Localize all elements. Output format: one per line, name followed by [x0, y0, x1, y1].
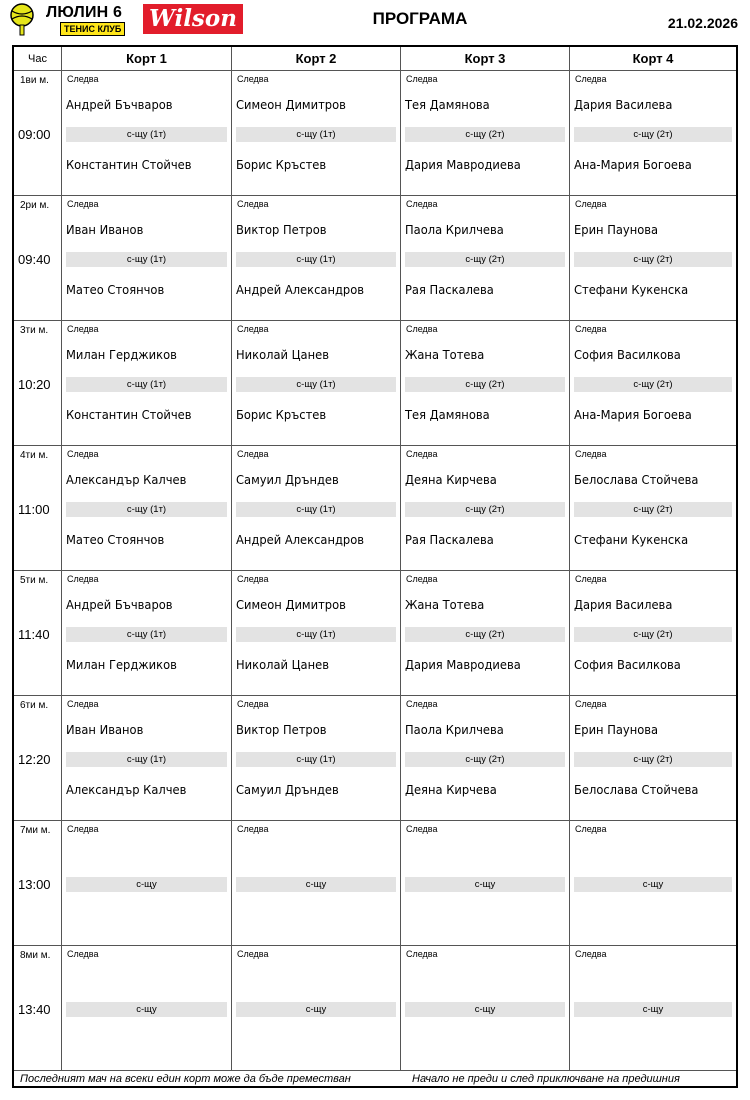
- versus-bar: с-щу (2т): [574, 252, 732, 267]
- player-two: Николай Цанев: [236, 657, 329, 672]
- versus-bar: с-щу: [236, 1002, 396, 1017]
- player-one: Виктор Петров: [236, 222, 327, 237]
- match-cell-court-3: [401, 196, 570, 320]
- match-cell-court-2: [232, 571, 401, 695]
- player-two: София Василкова: [574, 657, 681, 672]
- schedule-row: [14, 321, 736, 446]
- next-label: Следва: [406, 449, 438, 459]
- next-label: Следва: [575, 949, 607, 959]
- time-cell: [14, 946, 62, 1070]
- versus-bar: с-щу (1т): [236, 752, 396, 767]
- player-one: София Василкова: [574, 347, 681, 362]
- match-cell-court-4: [570, 71, 736, 195]
- player-one: Андрей Бъчваров: [66, 97, 173, 112]
- match-cell-court-3: [401, 446, 570, 570]
- next-label: Следва: [67, 699, 99, 709]
- versus-bar: с-щу (1т): [236, 127, 396, 142]
- versus-bar: с-щу (1т): [236, 252, 396, 267]
- versus-bar: с-щу (2т): [574, 377, 732, 392]
- column-header-court-1: Корт 1: [62, 47, 232, 71]
- next-label: Следва: [237, 574, 269, 584]
- match-cell-court-1: [62, 946, 232, 1070]
- match-cell-court-2: [232, 446, 401, 570]
- time-cell: [14, 821, 62, 945]
- player-two: Борис Кръстев: [236, 407, 327, 422]
- player-one: Ерин Паунова: [574, 722, 659, 737]
- match-time: 13:00: [18, 877, 51, 892]
- match-cell-court-2: [232, 696, 401, 820]
- schedule-row: [14, 946, 736, 1071]
- next-label: Следва: [237, 74, 269, 84]
- match-round: 3ти м.: [20, 325, 49, 336]
- schedule-date: 21.02.2026: [667, 15, 738, 31]
- next-label: Следва: [67, 74, 99, 84]
- player-two: Деяна Кирчева: [405, 782, 497, 797]
- versus-bar: с-щу (2т): [405, 502, 565, 517]
- player-two: Андрей Александров: [236, 532, 365, 547]
- versus-bar: с-щу: [574, 877, 732, 892]
- player-one: Николай Цанев: [236, 347, 329, 362]
- match-cell-court-2: [232, 946, 401, 1070]
- match-cell-court-4: [570, 946, 736, 1070]
- match-cell-court-1: [62, 71, 232, 195]
- versus-bar: с-щу (2т): [574, 627, 732, 642]
- match-cell-court-2: [232, 821, 401, 945]
- next-label: Следва: [575, 699, 607, 709]
- versus-bar: с-щу: [236, 877, 396, 892]
- match-time: 09:40: [18, 252, 51, 267]
- player-one: Жана Тотева: [405, 597, 485, 612]
- next-label: Следва: [237, 949, 269, 959]
- next-label: Следва: [575, 824, 607, 834]
- player-two: Ана-Мария Богоева: [574, 157, 692, 172]
- versus-bar: с-щу (2т): [405, 627, 565, 642]
- club-name: ЛЮЛИН 6: [46, 4, 123, 21]
- match-time: 11:40: [18, 627, 50, 642]
- player-two: Андрей Александров: [236, 282, 365, 297]
- player-two: Дария Мавродиева: [405, 157, 521, 172]
- match-cell-court-1: [62, 821, 232, 945]
- player-one: Паола Крилчева: [405, 222, 504, 237]
- player-one: Паола Крилчева: [405, 722, 504, 737]
- match-round: 7ми м.: [20, 825, 51, 836]
- versus-bar: с-щу (2т): [574, 752, 732, 767]
- versus-bar: с-щу (1т): [66, 377, 227, 392]
- versus-bar: с-щу (2т): [405, 377, 565, 392]
- time-cell: [14, 321, 62, 445]
- match-cell-court-3: [401, 696, 570, 820]
- player-one: Самуил Дръндев: [236, 472, 339, 487]
- match-time: 10:20: [18, 377, 51, 392]
- versus-bar: с-щу (1т): [66, 752, 227, 767]
- footer-notes: [14, 1070, 736, 1088]
- versus-bar: с-щу (2т): [405, 752, 565, 767]
- match-cell-court-1: [62, 696, 232, 820]
- player-two: Стефани Кукенска: [574, 282, 689, 297]
- versus-bar: с-щу (1т): [236, 502, 396, 517]
- next-label: Следва: [237, 699, 269, 709]
- next-label: Следва: [575, 449, 607, 459]
- match-cell-court-4: [570, 821, 736, 945]
- next-label: Следва: [406, 199, 438, 209]
- player-one: Дария Василева: [574, 97, 673, 112]
- player-one: Иван Иванов: [66, 722, 144, 737]
- next-label: Следва: [575, 324, 607, 334]
- player-one: Симеон Димитров: [236, 97, 346, 112]
- player-one: Андрей Бъчваров: [66, 597, 173, 612]
- time-cell: [14, 71, 62, 195]
- player-one: Жана Тотева: [405, 347, 485, 362]
- next-label: Следва: [67, 449, 99, 459]
- next-label: Следва: [406, 699, 438, 709]
- versus-bar: с-щу (1т): [66, 502, 227, 517]
- player-two: Борис Кръстев: [236, 157, 327, 172]
- player-one: Деяна Кирчева: [405, 472, 497, 487]
- next-label: Следва: [237, 324, 269, 334]
- versus-bar: с-щу (2т): [574, 502, 732, 517]
- versus-bar: с-щу: [405, 1002, 565, 1017]
- match-cell-court-3: [401, 321, 570, 445]
- time-cell: [14, 696, 62, 820]
- next-label: Следва: [406, 74, 438, 84]
- schedule-row: [14, 446, 736, 571]
- next-label: Следва: [406, 574, 438, 584]
- next-label: Следва: [67, 949, 99, 959]
- versus-bar: с-щу: [66, 1002, 227, 1017]
- match-round: 6ти м.: [20, 700, 49, 711]
- player-two: Тея Дамянова: [405, 407, 490, 422]
- player-two: Стефани Кукенска: [574, 532, 689, 547]
- schedule-row: [14, 696, 736, 821]
- schedule-row: [14, 71, 736, 196]
- player-one: Ерин Паунова: [574, 222, 659, 237]
- match-cell-court-2: [232, 321, 401, 445]
- player-one: Иван Иванов: [66, 222, 144, 237]
- player-two: Константин Стойчев: [66, 407, 192, 422]
- footer-note-right: Начало не преди и след приключване на предишния: [412, 1073, 680, 1085]
- next-label: Следва: [67, 824, 99, 834]
- match-round: 5ти м.: [20, 575, 49, 586]
- column-header-court-2: Корт 2: [232, 47, 401, 71]
- time-cell: [14, 571, 62, 695]
- footer-note-left: Последният мач на всеки един корт може да бъде преместван: [20, 1073, 351, 1085]
- next-label: Следва: [575, 199, 607, 209]
- next-label: Следва: [67, 574, 99, 584]
- match-cell-court-1: [62, 321, 232, 445]
- match-cell-court-4: [570, 196, 736, 320]
- next-label: Следва: [406, 324, 438, 334]
- versus-bar: с-щу (1т): [236, 627, 396, 642]
- versus-bar: с-щу: [66, 877, 227, 892]
- player-one: Милан Герджиков: [66, 347, 177, 362]
- player-one: Александър Калчев: [66, 472, 187, 487]
- match-time: 12:20: [18, 752, 51, 767]
- match-cell-court-4: [570, 571, 736, 695]
- match-cell-court-4: [570, 446, 736, 570]
- player-two: Константин Стойчев: [66, 157, 192, 172]
- schedule-row: [14, 571, 736, 696]
- player-two: Самуил Дръндев: [236, 782, 339, 797]
- next-label: Следва: [237, 449, 269, 459]
- next-label: Следва: [575, 74, 607, 84]
- match-round: 1ви м.: [20, 75, 49, 86]
- time-cell: [14, 446, 62, 570]
- schedule-row: [14, 196, 736, 321]
- versus-bar: с-щу (1т): [66, 127, 227, 142]
- versus-bar: с-щу: [405, 877, 565, 892]
- match-cell-court-1: [62, 196, 232, 320]
- next-label: Следва: [67, 199, 99, 209]
- column-header-court-3: Корт 3: [401, 47, 570, 71]
- versus-bar: с-щу (2т): [405, 127, 565, 142]
- next-label: Следва: [237, 199, 269, 209]
- match-cell-court-1: [62, 571, 232, 695]
- match-time: 11:00: [18, 502, 50, 517]
- versus-bar: с-щу (2т): [405, 252, 565, 267]
- club-subtitle: ТЕНИС КЛУБ: [60, 22, 125, 36]
- page-title: ПРОГРАМА: [372, 9, 468, 28]
- player-two: Рая Паскалева: [405, 282, 494, 297]
- time-cell: [14, 196, 62, 320]
- match-cell-court-3: [401, 571, 570, 695]
- player-two: Рая Паскалева: [405, 532, 494, 547]
- player-two: Дария Мавродиева: [405, 657, 521, 672]
- player-one: Симеон Димитров: [236, 597, 346, 612]
- player-one: Тея Дамянова: [405, 97, 490, 112]
- match-cell-court-2: [232, 196, 401, 320]
- next-label: Следва: [406, 949, 438, 959]
- column-header-court-4: Корт 4: [570, 47, 736, 71]
- match-cell-court-3: [401, 946, 570, 1070]
- match-round: 4ти м.: [20, 450, 49, 461]
- match-round: 2ри м.: [20, 200, 50, 211]
- versus-bar: с-щу (1т): [66, 627, 227, 642]
- player-two: Ана-Мария Богоева: [574, 407, 692, 422]
- column-header-time: Час: [14, 47, 62, 71]
- player-one: Виктор Петров: [236, 722, 327, 737]
- match-round: 8ми м.: [20, 950, 51, 961]
- versus-bar: с-щу (2т): [574, 127, 732, 142]
- player-two: Матео Стоянчов: [66, 282, 165, 297]
- sponsor-logo: Wilson: [143, 4, 243, 34]
- match-cell-court-4: [570, 696, 736, 820]
- player-one: Белослава Стойчева: [574, 472, 699, 487]
- versus-bar: с-щу (1т): [66, 252, 227, 267]
- tennis-ball-logo-icon: [6, 3, 38, 37]
- next-label: Следва: [67, 324, 99, 334]
- player-two: Матео Стоянчов: [66, 532, 165, 547]
- next-label: Следва: [237, 824, 269, 834]
- page-header: [0, 0, 750, 42]
- player-two: Белослава Стойчева: [574, 782, 699, 797]
- match-cell-court-4: [570, 321, 736, 445]
- next-label: Следва: [575, 574, 607, 584]
- player-two: Милан Герджиков: [66, 657, 177, 672]
- player-two: Александър Калчев: [66, 782, 187, 797]
- match-time: 09:00: [18, 127, 51, 142]
- match-time: 13:40: [18, 1002, 51, 1017]
- player-one: Дария Василева: [574, 597, 673, 612]
- schedule-table: [12, 45, 738, 1088]
- versus-bar: с-щу (1т): [236, 377, 396, 392]
- match-cell-court-2: [232, 71, 401, 195]
- next-label: Следва: [406, 824, 438, 834]
- versus-bar: с-щу: [574, 1002, 732, 1017]
- schedule-row: [14, 821, 736, 946]
- match-cell-court-3: [401, 821, 570, 945]
- match-cell-court-1: [62, 446, 232, 570]
- match-cell-court-3: [401, 71, 570, 195]
